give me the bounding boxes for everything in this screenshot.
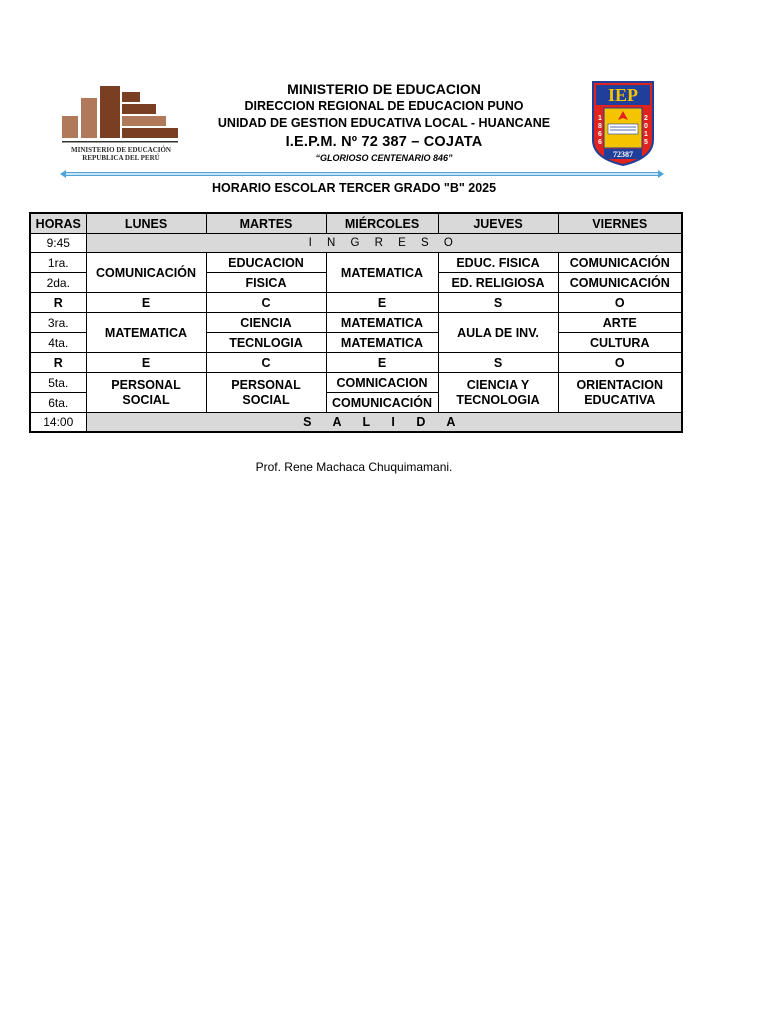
ingreso-row [30, 234, 682, 253]
time-cell: 9:45 [30, 234, 86, 253]
recess-letter: R [30, 293, 86, 313]
col-header-viernes: VIERNES [558, 213, 682, 234]
subject-cell: EDUC. FISICA [438, 253, 558, 273]
subject-cell: MATEMATICA [326, 253, 438, 293]
subject-cell: ED. RELIGIOSA [438, 273, 558, 293]
schedule-title: HORARIO ESCOLAR TERCER GRADO "B" 2025 [211, 181, 497, 195]
subject-cell: CIENCIA Y TECNOLOGIA [438, 373, 558, 413]
subject-cell: ARTE [558, 313, 682, 333]
period-cell: 6ta. [30, 393, 86, 413]
subject-cell: EDUCACION [206, 253, 326, 273]
subject-cell: ORIENTACION EDUCATIVA [558, 373, 682, 413]
subject-cell: COMUNICACIÓN [86, 253, 206, 293]
col-header-horas: HORAS [30, 213, 86, 234]
ingreso-label: I N G R E S O [86, 234, 682, 253]
recess-row [30, 293, 682, 313]
document-header [0, 0, 768, 185]
teacher-signature: Prof. Rene Machaca Chuquimamani. [255, 460, 453, 474]
table-header-row [30, 213, 682, 234]
recess-letter: S [438, 353, 558, 373]
subject-cell: COMNICACION [326, 373, 438, 393]
svg-text:2: 2 [644, 115, 648, 122]
svg-text:5: 5 [644, 139, 648, 146]
recess-letter: E [86, 293, 206, 313]
ugel-title: UNIDAD DE GESTION EDUCATIVA LOCAL - HUANCANE [217, 116, 551, 130]
svg-text:6: 6 [598, 139, 602, 146]
subject-cell: AULA DE INV. [438, 313, 558, 353]
ministry-title: MINISTERIO DE EDUCACION [287, 81, 481, 97]
svg-text:8: 8 [598, 123, 602, 130]
salida-row [30, 413, 682, 433]
svg-text:72387: 72387 [613, 150, 633, 159]
subject-cell: PERSONAL SOCIAL [86, 373, 206, 413]
svg-text:1: 1 [644, 131, 648, 138]
recess-letter: R [30, 353, 86, 373]
table-row [30, 253, 682, 273]
school-crest-icon [590, 80, 656, 166]
ministry-logo-text: MINISTERIO DE EDUCACIÓN REPUBLICA DEL PERÚ [71, 146, 171, 162]
col-header-jueves: JUEVES [438, 213, 558, 234]
subject-cell: COMUNICACIÓN [326, 393, 438, 413]
period-cell: 2da. [30, 273, 86, 293]
recess-letter: E [326, 293, 438, 313]
table-row [30, 313, 682, 333]
period-cell: 5ta. [30, 373, 86, 393]
col-header-lunes: LUNES [86, 213, 206, 234]
salida-label: S A L I D A [86, 413, 682, 433]
recess-letter: C [206, 353, 326, 373]
subject-cell: TECNLOGIA [206, 333, 326, 353]
svg-text:6: 6 [598, 131, 602, 138]
subject-cell: COMUNICACIÓN [558, 273, 682, 293]
subject-cell: MATEMATICA [326, 333, 438, 353]
subject-cell: FISICA [206, 273, 326, 293]
recess-row [30, 353, 682, 373]
header-text-block [200, 80, 568, 164]
subject-cell: PERSONAL SOCIAL [206, 373, 326, 413]
recess-letter: O [558, 353, 682, 373]
recess-letter: O [558, 293, 682, 313]
svg-text:1: 1 [598, 115, 602, 122]
period-cell: 3ra. [30, 313, 86, 333]
schedule-table [29, 212, 683, 433]
svg-text:0: 0 [644, 123, 648, 130]
subject-cell: CIENCIA [206, 313, 326, 333]
subject-cell: MATEMATICA [86, 313, 206, 353]
subject-cell: MATEMATICA [326, 313, 438, 333]
col-header-martes: MARTES [206, 213, 326, 234]
period-cell: 4ta. [30, 333, 86, 353]
recess-letter: C [206, 293, 326, 313]
subject-cell: COMUNICACIÓN [558, 253, 682, 273]
recess-letter: E [326, 353, 438, 373]
recess-letter: S [438, 293, 558, 313]
regional-direction: DIRECCION REGIONAL DE EDUCACION PUNO [244, 99, 524, 113]
time-cell: 14:00 [30, 413, 86, 433]
recess-letter: E [86, 353, 206, 373]
svg-text:IEP: IEP [607, 85, 639, 105]
subject-cell: CULTURA [558, 333, 682, 353]
header-divider [60, 170, 664, 178]
period-cell: 1ra. [30, 253, 86, 273]
school-motto: “GLORIOSO CENTENARIO 846” [315, 153, 453, 163]
table-row [30, 373, 682, 393]
col-header-miercoles: MIÉRCOLES [326, 213, 438, 234]
school-name: I.E.P.M. Nº 72 387 – COJATA [285, 134, 483, 150]
